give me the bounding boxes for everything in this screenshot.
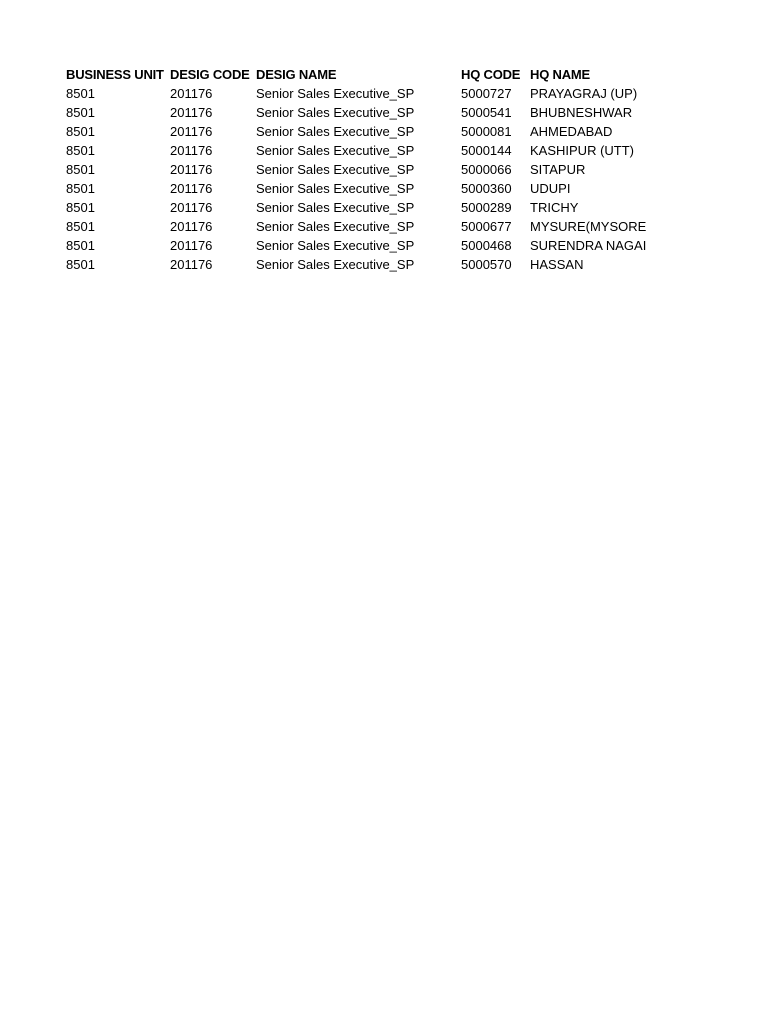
cell-hq-name: TRICHY [530,200,579,215]
cell-desig-code: 201176 [170,238,213,253]
cell-desig-name: Senior Sales Executive_SP [256,86,415,101]
cell-hq-code: 5000570 [461,257,512,272]
cell-hq-code: 5000541 [461,105,512,120]
cell-business-unit: 8501 [66,105,95,120]
header-row [66,64,646,84]
table-row [66,160,646,179]
cell-hq-name: PRAYAGRAJ (UP) [530,86,638,101]
cell-hq-code: 5000289 [461,200,512,215]
cell-desig-name: Senior Sales Executive_SP [256,219,415,234]
cell-hq-code: 5000468 [461,238,512,253]
table-row [66,84,646,103]
cell-desig-name: Senior Sales Executive_SP [256,257,415,272]
cell-desig-code: 201176 [170,257,213,272]
cell-business-unit: 8501 [66,162,95,177]
cell-desig-name: Senior Sales Executive_SP [256,162,415,177]
table-row [66,103,646,122]
table-row [66,217,646,236]
cell-hq-name: SITAPUR [530,162,586,177]
cell-hq-name: HASSAN [530,257,584,272]
cell-hq-code: 5000677 [461,219,512,234]
cell-hq-name: UDUPI [530,181,571,196]
cell-desig-name: Senior Sales Executive_SP [256,238,415,253]
cell-desig-code: 201176 [170,219,213,234]
cell-desig-code: 201176 [170,162,213,177]
cell-hq-code: 5000066 [461,162,512,177]
table-row [66,179,646,198]
header-hq-name: HQ NAME [530,67,590,82]
cell-desig-name: Senior Sales Executive_SP [256,181,415,196]
table-row [66,255,646,274]
cell-hq-name: KASHIPUR (UTT) [530,143,634,158]
header-business-unit: BUSINESS UNIT [66,67,164,82]
table-row [66,122,646,141]
table-row [66,198,646,217]
cell-business-unit: 8501 [66,257,95,272]
cell-hq-name: MYSURE(MYSORE [530,219,646,234]
cell-desig-code: 201176 [170,86,213,101]
cell-business-unit: 8501 [66,219,95,234]
cell-desig-name: Senior Sales Executive_SP [256,200,415,215]
table-row [66,141,646,160]
cell-business-unit: 8501 [66,124,95,139]
cell-business-unit: 8501 [66,86,95,101]
cell-desig-code: 201176 [170,124,213,139]
cell-hq-code: 5000360 [461,181,512,196]
cell-hq-name: BHUBNESHWAR [530,105,633,120]
cell-desig-code: 201176 [170,200,213,215]
cell-hq-name: SURENDRA NAGAI [530,238,646,253]
cell-desig-code: 201176 [170,105,213,120]
cell-desig-code: 201176 [170,181,213,196]
cell-hq-code: 5000727 [461,86,512,101]
spreadsheet-area [66,64,646,274]
cell-business-unit: 8501 [66,200,95,215]
header-hq-code: HQ CODE [461,67,521,82]
hq-table [66,64,646,274]
cell-hq-name: AHMEDABAD [530,124,613,139]
cell-hq-code: 5000144 [461,143,512,158]
cell-business-unit: 8501 [66,143,95,158]
cell-hq-code: 5000081 [461,124,512,139]
cell-desig-code: 201176 [170,143,213,158]
cell-business-unit: 8501 [66,181,95,196]
table-row [66,236,646,255]
cell-business-unit: 8501 [66,238,95,253]
header-desig-code: DESIG CODE [170,67,250,82]
header-desig-name: DESIG NAME [256,67,337,82]
cell-desig-name: Senior Sales Executive_SP [256,143,415,158]
cell-desig-name: Senior Sales Executive_SP [256,124,415,139]
cell-desig-name: Senior Sales Executive_SP [256,105,415,120]
